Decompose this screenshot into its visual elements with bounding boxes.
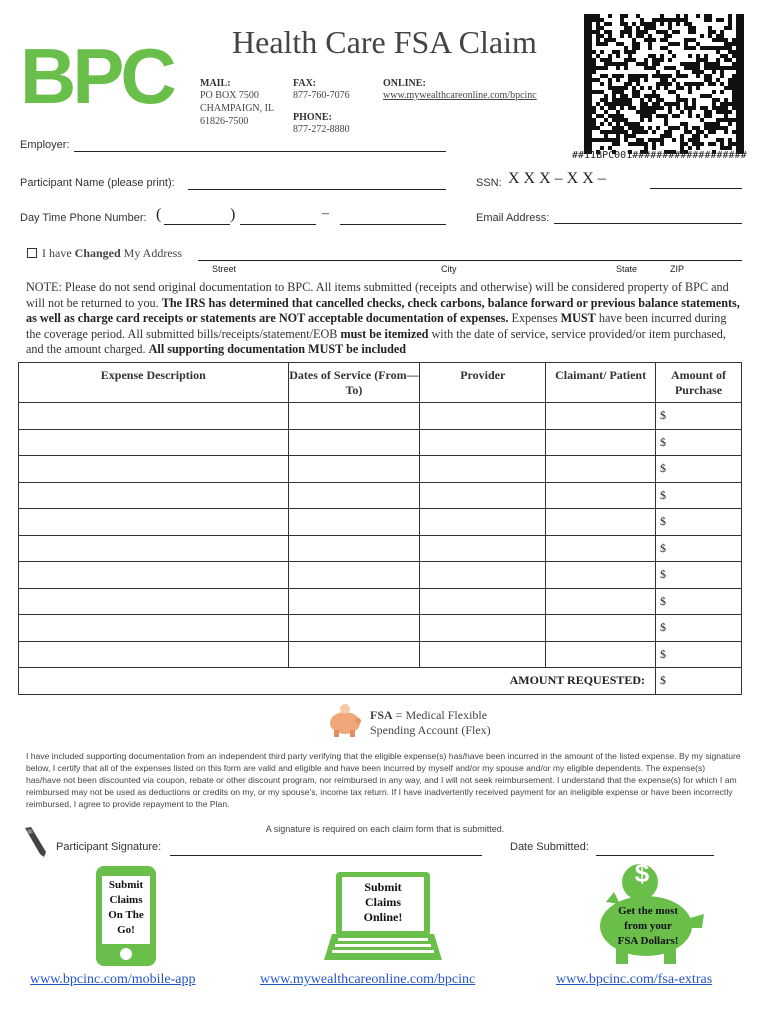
- mail-block: [200, 78, 274, 128]
- mail-line: PO BOX 7500: [200, 90, 259, 101]
- expense-description-cell[interactable]: [19, 456, 289, 483]
- dates-of-service-cell[interactable]: [288, 535, 420, 562]
- provider-cell[interactable]: [420, 615, 546, 642]
- online-link[interactable]: www.mywealthcareonline.com/bpcinc: [383, 90, 537, 101]
- documentation-note: [26, 280, 742, 358]
- provider-cell[interactable]: [420, 588, 546, 615]
- piggy-bank-icon: [326, 702, 364, 738]
- col-expense-description: Expense Description: [19, 363, 289, 403]
- table-row: [19, 641, 742, 668]
- claimant-cell[interactable]: [546, 535, 656, 562]
- ssn-mask: X X X – X X –: [508, 170, 606, 187]
- amount-requested-field[interactable]: $: [656, 668, 742, 695]
- changed-suffix: My Address: [123, 246, 183, 260]
- promo-line: Submit: [108, 879, 144, 891]
- mobile-promo-text: [102, 878, 150, 938]
- dates-of-service-cell[interactable]: [288, 456, 420, 483]
- pen-icon: [22, 826, 50, 860]
- provider-cell[interactable]: [420, 456, 546, 483]
- promo-line: Get the most: [618, 905, 678, 917]
- provider-cell[interactable]: [420, 509, 546, 536]
- ssn-label: SSN:: [476, 177, 502, 189]
- provider-cell[interactable]: [420, 403, 546, 430]
- changed-bold: Changed: [74, 246, 121, 260]
- email-field[interactable]: [554, 223, 742, 224]
- amount-cell[interactable]: $: [656, 615, 742, 642]
- laptop-keyboard-icon: [324, 934, 442, 964]
- barcode-text: ##11BPC001###################: [572, 150, 747, 161]
- phone-label: PHONE:: [293, 112, 332, 123]
- employer-field[interactable]: [74, 151, 446, 152]
- dollar-sign-icon: $: [634, 858, 650, 888]
- mobile-app-link[interactable]: www.bpcinc.com/mobile-app: [30, 972, 196, 987]
- fsa-definition: [370, 708, 491, 738]
- expense-description-cell[interactable]: [19, 429, 289, 456]
- note-text: NOTE: Please do not send original documentation to BPC. All items submitted (receipts and otherwise) will be considered property of BPC and will not be returned to you.: [26, 280, 729, 310]
- dates-of-service-cell[interactable]: [288, 562, 420, 589]
- dates-of-service-cell[interactable]: [288, 403, 420, 430]
- amount-requested-row: [19, 668, 742, 695]
- note-bold-irs: The IRS has determined that cancelled checks, check carbons, balance forward or previous balance statements, as well as charge card receipts or statements are NOT acceptable documentation of expenses.: [26, 295, 740, 325]
- fsa-rest: = Medical Flexible: [392, 708, 488, 722]
- note-bold-included: All supporting documentation MUST be included: [148, 342, 407, 356]
- amount-cell[interactable]: $: [656, 562, 742, 589]
- claimant-cell[interactable]: [546, 588, 656, 615]
- fsa-abbr: FSA: [370, 708, 393, 722]
- mail-label: MAIL:: [200, 78, 231, 89]
- ssn-last-four-field[interactable]: [650, 188, 742, 189]
- amount-cell[interactable]: $: [656, 403, 742, 430]
- fax-block: [293, 78, 350, 136]
- expense-description-cell[interactable]: [19, 641, 289, 668]
- dates-of-service-cell[interactable]: [288, 615, 420, 642]
- paren-close-icon: ): [230, 206, 236, 223]
- table-row: [19, 482, 742, 509]
- phone-number-label: Day Time Phone Number:: [20, 212, 147, 224]
- expense-description-cell[interactable]: [19, 509, 289, 536]
- mail-line: CHAMPAIGN, IL: [200, 103, 275, 114]
- dates-of-service-cell[interactable]: [288, 429, 420, 456]
- claimant-cell[interactable]: [546, 482, 656, 509]
- laptop-icon: [336, 872, 430, 936]
- zip-label: ZIP: [670, 264, 685, 274]
- amount-cell[interactable]: $: [656, 456, 742, 483]
- expense-description-cell[interactable]: [19, 562, 289, 589]
- city-label: City: [441, 264, 457, 274]
- date-submitted-field[interactable]: [596, 855, 714, 856]
- fax-label: FAX:: [293, 78, 317, 89]
- provider-cell[interactable]: [420, 535, 546, 562]
- phone-line-field[interactable]: [340, 224, 446, 225]
- claimant-cell[interactable]: [546, 403, 656, 430]
- promo-line: Claims: [365, 895, 401, 909]
- dates-of-service-cell[interactable]: [288, 509, 420, 536]
- amount-requested-label: AMOUNT REQUESTED:: [19, 668, 656, 695]
- dates-of-service-cell[interactable]: [288, 482, 420, 509]
- signature-label: Participant Signature:: [56, 841, 162, 853]
- phone-area-code-field[interactable]: [164, 224, 230, 225]
- certification-text: I have included supporting documentation from an independent third party verifying that the eligible expense(s) has/have been incurred in the amount of the listed expense. By my signature below, I certify that all of the expenses listed on this form are valid and eligible and have been incurred by myself and/or my spouse and/or my eligible dependents. The expense(s) has/have not been discounted via coupon, rebate or other discount program, nor reimbursed in any way, and I will not seek reimbursement. I understand that the expense(s) for which I am reimbursed may not be used as deductions or credits on my, or my spouse's, income tax return. If I have inadvertently received payment for an ineligible expense or have been incorrectly reimbursed, I agree to provide repayment to the Plan.: [26, 751, 741, 809]
- email-label: Email Address:: [476, 212, 550, 224]
- amount-cell[interactable]: $: [656, 429, 742, 456]
- page-title: Health Care FSA Claim: [232, 24, 537, 60]
- note-text: have been incurred during the coverage period. All submitted bills/receipts/statement/EOB: [26, 311, 727, 341]
- table-row: [19, 615, 742, 642]
- expense-table: [18, 362, 742, 695]
- online-portal-link[interactable]: www.mywealthcareonline.com/bpcinc: [260, 972, 476, 987]
- employer-label: Employer:: [20, 139, 70, 151]
- provider-cell[interactable]: [420, 482, 546, 509]
- claimant-cell[interactable]: [546, 562, 656, 589]
- promo-line: from your: [624, 920, 672, 932]
- online-label: ONLINE:: [383, 78, 426, 89]
- table-row: [19, 509, 742, 536]
- online-block: [383, 78, 537, 102]
- phone-prefix-field[interactable]: [240, 224, 316, 225]
- expense-description-cell[interactable]: [19, 615, 289, 642]
- paren-open-icon: (: [156, 206, 162, 223]
- claimant-cell[interactable]: [546, 615, 656, 642]
- table-row: [19, 562, 742, 589]
- fsa-line2: Spending Account (Flex): [370, 723, 491, 737]
- provider-cell[interactable]: [420, 641, 546, 668]
- phone-number: 877-272-8880: [293, 124, 350, 135]
- amount-cell[interactable]: $: [656, 482, 742, 509]
- fsa-extras-link[interactable]: www.bpcinc.com/fsa-extras: [556, 972, 713, 987]
- signature-field[interactable]: [170, 855, 482, 856]
- promo-line: Online!: [363, 910, 403, 924]
- provider-cell[interactable]: [420, 562, 546, 589]
- table-row: [19, 456, 742, 483]
- col-claimant: Claimant/ Patient: [546, 363, 656, 403]
- dates-of-service-cell[interactable]: [288, 588, 420, 615]
- address-changed-label: [42, 246, 182, 261]
- note-bold-itemized: must be itemized: [340, 326, 429, 341]
- participant-name-field[interactable]: [188, 189, 446, 190]
- col-dates-of-service: Dates of Service (From—To): [288, 363, 420, 403]
- date-submitted-label: Date Submitted:: [510, 841, 589, 853]
- dash-icon: –: [322, 206, 329, 221]
- table-row: [19, 588, 742, 615]
- amount-cell[interactable]: $: [656, 588, 742, 615]
- promo-line: On The: [108, 909, 144, 921]
- promo-line: Claims: [109, 894, 143, 906]
- note-bold-must: MUST: [560, 311, 596, 325]
- col-provider: Provider: [420, 363, 546, 403]
- expense-description-cell[interactable]: [19, 588, 289, 615]
- bpc-logo: BPC: [20, 32, 173, 120]
- promo-line: Submit: [364, 880, 402, 894]
- barcode-image: [584, 14, 744, 154]
- amount-cell[interactable]: $: [656, 535, 742, 562]
- expense-description-cell[interactable]: [19, 535, 289, 562]
- note-text: Expenses: [508, 311, 561, 325]
- signature-required-note: A signature is required on each claim form that is submitted.: [265, 824, 505, 834]
- participant-name-label: Participant Name (please print):: [20, 177, 175, 189]
- address-field[interactable]: [198, 260, 742, 261]
- changed-prefix: I have: [42, 246, 72, 260]
- phone-home-button-icon: [120, 948, 132, 960]
- expense-description-cell[interactable]: [19, 403, 289, 430]
- state-label: State: [616, 264, 638, 274]
- table-row: [19, 535, 742, 562]
- extras-promo-text: [602, 904, 694, 949]
- table-row: [19, 429, 742, 456]
- table-header-row: [19, 363, 742, 403]
- dates-of-service-cell[interactable]: [288, 641, 420, 668]
- claimant-cell[interactable]: [546, 641, 656, 668]
- promo-line: FSA Dollars!: [617, 935, 679, 947]
- online-promo-text: [342, 880, 424, 925]
- provider-cell[interactable]: [420, 429, 546, 456]
- mail-line: 61826-7500: [200, 116, 249, 127]
- note-text: with the date of service, service provided/or item purchased, and the amount charged.: [26, 326, 726, 356]
- col-amount: Amount of Purchase: [656, 363, 742, 403]
- promo-line: Go!: [117, 924, 135, 936]
- claimant-cell[interactable]: [546, 456, 656, 483]
- amount-cell[interactable]: $: [656, 641, 742, 668]
- expense-description-cell[interactable]: [19, 482, 289, 509]
- mobile-phone-icon: [96, 866, 156, 966]
- table-row: [19, 403, 742, 430]
- fax-number: 877-760-7076: [293, 90, 350, 101]
- claimant-cell[interactable]: [546, 429, 656, 456]
- street-label: Street: [212, 264, 237, 274]
- address-changed-checkbox[interactable]: [27, 248, 37, 258]
- amount-cell[interactable]: $: [656, 509, 742, 536]
- claimant-cell[interactable]: [546, 509, 656, 536]
